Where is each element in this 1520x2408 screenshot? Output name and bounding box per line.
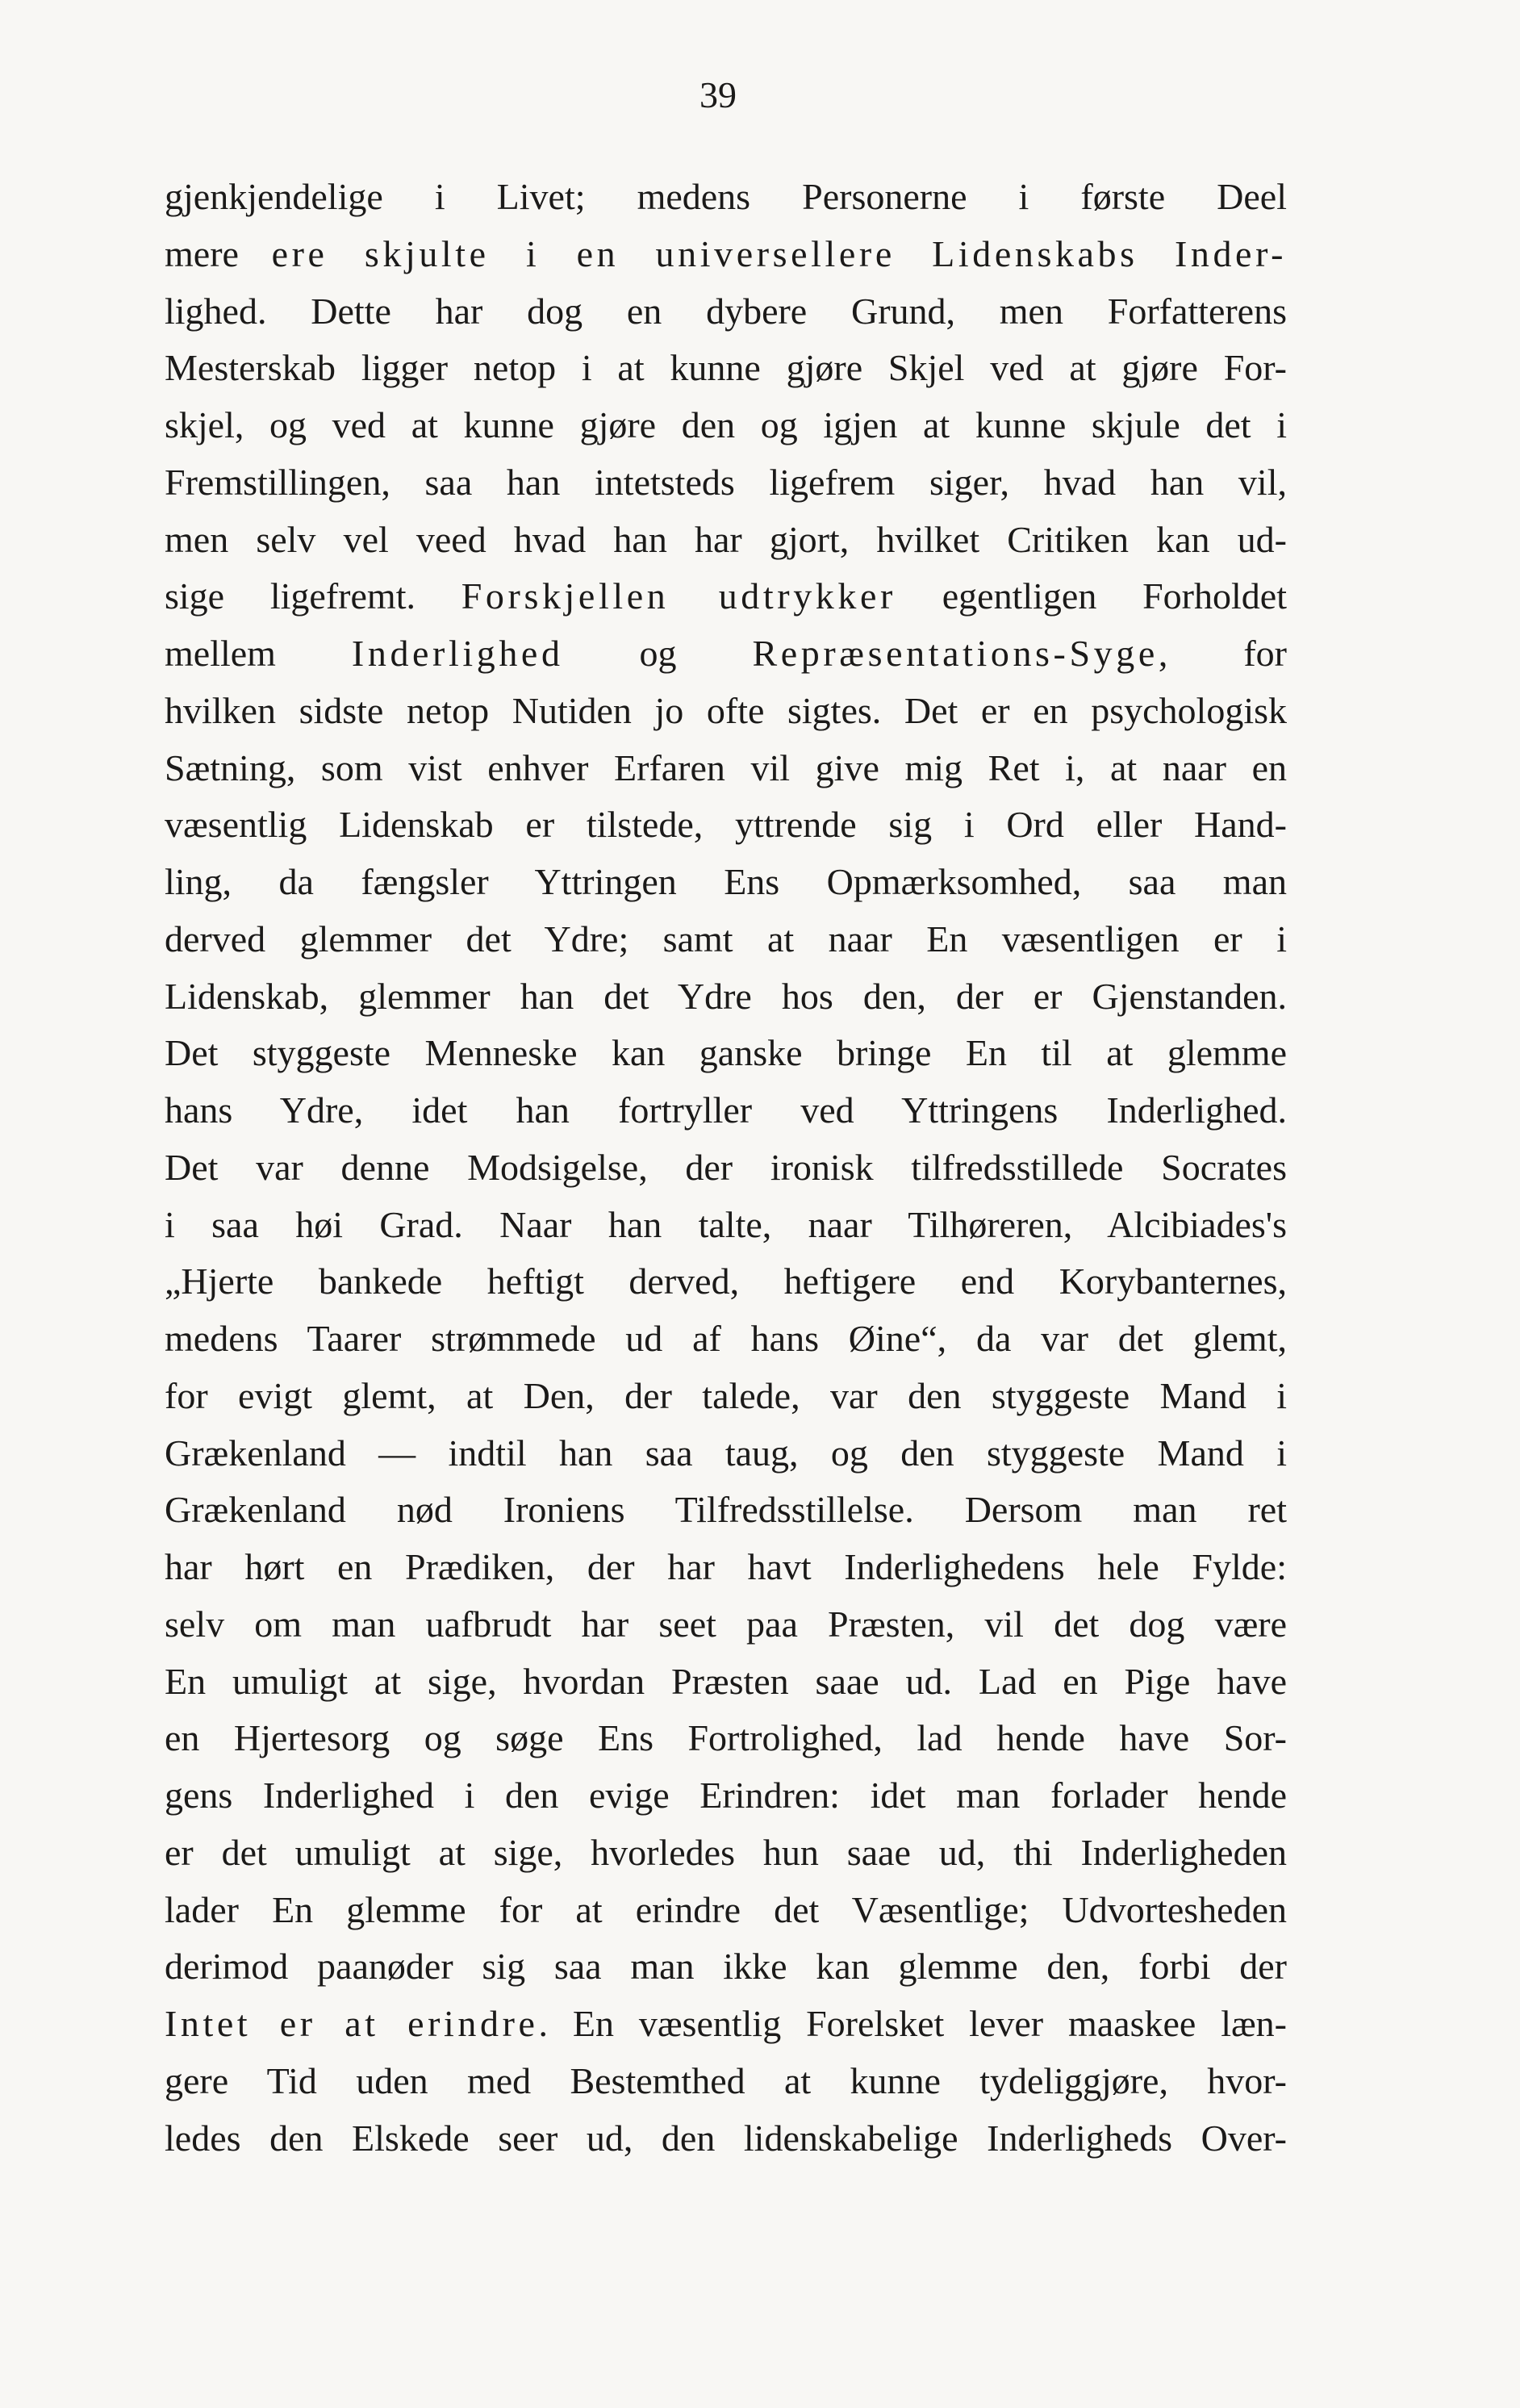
text-line <box>165 1710 1287 1767</box>
text-segment: Grækenland nød Ironiens Tilfredsstillelse. Dersom man ret <box>165 1489 1287 1531</box>
text-line <box>165 740 1287 797</box>
text-segment: en Hjertesorg og søge Ens Fortrolighed, lad hende have Sor- <box>165 1717 1287 1759</box>
text-line <box>165 226 1287 283</box>
text-segment: derimod paanøder sig saa man ikke kan glemme den, forbi der <box>165 1946 1287 1988</box>
text-segment: er det umuligt at sige, hvorledes hun saae ud, thi Inderligheden <box>165 1831 1287 1873</box>
text-segment: Lidenskab, glemmer han det Ydre hos den, der er Gjenstanden. <box>165 975 1287 1017</box>
text-line <box>165 1825 1287 1882</box>
text-line <box>165 397 1287 454</box>
text-segment: selv om man uafbrudt har seet paa Præsten, vil det dog være <box>165 1603 1287 1645</box>
text-segment: Grækenland — indtil han saa taug, og den styggeste Mand i <box>165 1432 1287 1474</box>
text-segment: , for <box>1158 633 1287 674</box>
text-line <box>165 911 1287 968</box>
text-line <box>165 1025 1287 1082</box>
text-segment: gere Tid uden med Bestemthed at kunne tydeliggjøre, hvor- <box>165 2059 1287 2101</box>
text-line <box>165 2053 1287 2110</box>
text-segment: har hørt en Prædiken, der har havt Inderlighedens hele Fylde: <box>165 1546 1287 1587</box>
text-segment: hvilken sidste netop Nutiden jo ofte sigtes. Det er en psychologisk <box>165 689 1287 731</box>
text-segment: gjenkjendelige i Livet; medens Personerne i første Deel <box>165 176 1287 217</box>
text-line <box>165 283 1287 341</box>
text-segment: sige ligefremt. <box>165 575 461 617</box>
body-text <box>165 169 1287 2167</box>
text-line <box>165 1596 1287 1653</box>
page-number: 39 <box>699 74 737 115</box>
text-line <box>165 454 1287 512</box>
text-line <box>165 968 1287 1026</box>
text-line <box>165 1482 1287 1539</box>
text-segment: Fremstillingen, saa han intetsteds ligefrem siger, hvad han vil, <box>165 461 1287 503</box>
text-line <box>165 512 1287 569</box>
text-line <box>165 1253 1287 1311</box>
text-segment: En umuligt at sige, hvordan Præsten saae ud. Lad en Pige have <box>165 1660 1287 1702</box>
emphasized-text: Forskjellen udtrykker <box>461 575 896 617</box>
emphasized-text: Repræsentations-Syge <box>752 633 1159 674</box>
text-segment: væsentlig Lidenskab er tilstede, yttrende sig i Ord eller Hand- <box>165 804 1287 846</box>
text-segment: Sætning, som vist enhver Erfaren vil give mig Ret i, at naar en <box>165 746 1287 788</box>
text-segment: lighed. Dette har dog en dybere Grund, men Forfatterens <box>165 290 1287 332</box>
text-line <box>165 1425 1287 1482</box>
text-segment: og <box>563 633 753 674</box>
text-line <box>165 1311 1287 1368</box>
text-segment: Det var denne Modsigelse, der ironisk tilfredsstillede Socrates <box>165 1146 1287 1188</box>
text-line <box>165 568 1287 625</box>
text-line <box>165 340 1287 397</box>
text-segment: gens Inderlighed i den evige Erindren: idet man forlader hende <box>165 1775 1287 1816</box>
text-line <box>165 1938 1287 1996</box>
text-line <box>165 1767 1287 1825</box>
text-line <box>165 2110 1287 2168</box>
text-segment: derved glemmer det Ydre; samt at naar En væsentligen er i <box>165 918 1287 959</box>
text-segment: lader En glemme for at erindre det Væsentlige; Udvortesheden <box>165 1888 1287 1930</box>
text-line <box>165 683 1287 740</box>
text-line <box>165 1882 1287 1939</box>
text-segment: ledes den Elskede seer ud, den lidenskabelige Inderligheds Over- <box>165 2117 1287 2159</box>
text-segment: mere <box>165 232 272 274</box>
text-segment: medens Taarer strømmede ud af hans Øine“, da var det glemt, <box>165 1318 1287 1359</box>
text-segment: egentligen Forholdet <box>896 575 1287 617</box>
emphasized-text: Intet er at erindre <box>165 2003 539 2044</box>
text-line <box>165 796 1287 854</box>
text-line <box>165 625 1287 683</box>
text-segment: men selv vel veed hvad han har gjort, hvilket Critiken kan ud- <box>165 518 1287 560</box>
text-segment: . En væsentlig Forelsket lever maaskee læn- <box>538 2003 1287 2044</box>
text-line <box>165 1139 1287 1197</box>
text-segment: „Hjerte bankede heftigt derved, heftigere end Korybanternes, <box>165 1260 1287 1302</box>
text-line <box>165 1082 1287 1139</box>
text-line <box>165 1539 1287 1596</box>
text-segment: for evigt glemt, at Den, der talede, var den styggeste Mand i <box>165 1374 1287 1416</box>
text-segment: hans Ydre, idet han fortryller ved Yttringens Inderlighed. <box>165 1089 1287 1131</box>
text-segment: Mesterskab ligger netop i at kunne gjøre Skjel ved at gjøre For- <box>165 347 1287 389</box>
emphasized-text: Inderlighed <box>351 633 564 674</box>
text-segment: ling, da fængsler Yttringen Ens Opmærksomhed, saa man <box>165 861 1287 902</box>
text-line <box>165 1996 1287 2053</box>
text-line <box>165 1653 1287 1711</box>
text-segment: skjel, og ved at kunne gjøre den og igjen at kunne skjule det i <box>165 404 1287 445</box>
text-line <box>165 169 1287 226</box>
emphasized-text: ere skjulte i en universellere Lidenskabs Inder- <box>271 232 1287 274</box>
text-segment: mellem <box>165 633 352 674</box>
text-segment: i saa høi Grad. Naar han talte, naar Tilhøreren, Alcibiades's <box>165 1203 1287 1245</box>
text-segment: Det styggeste Menneske kan ganske bringe En til at glemme <box>165 1032 1287 1074</box>
text-line <box>165 1368 1287 1425</box>
text-line <box>165 1197 1287 1254</box>
text-line <box>165 854 1287 911</box>
